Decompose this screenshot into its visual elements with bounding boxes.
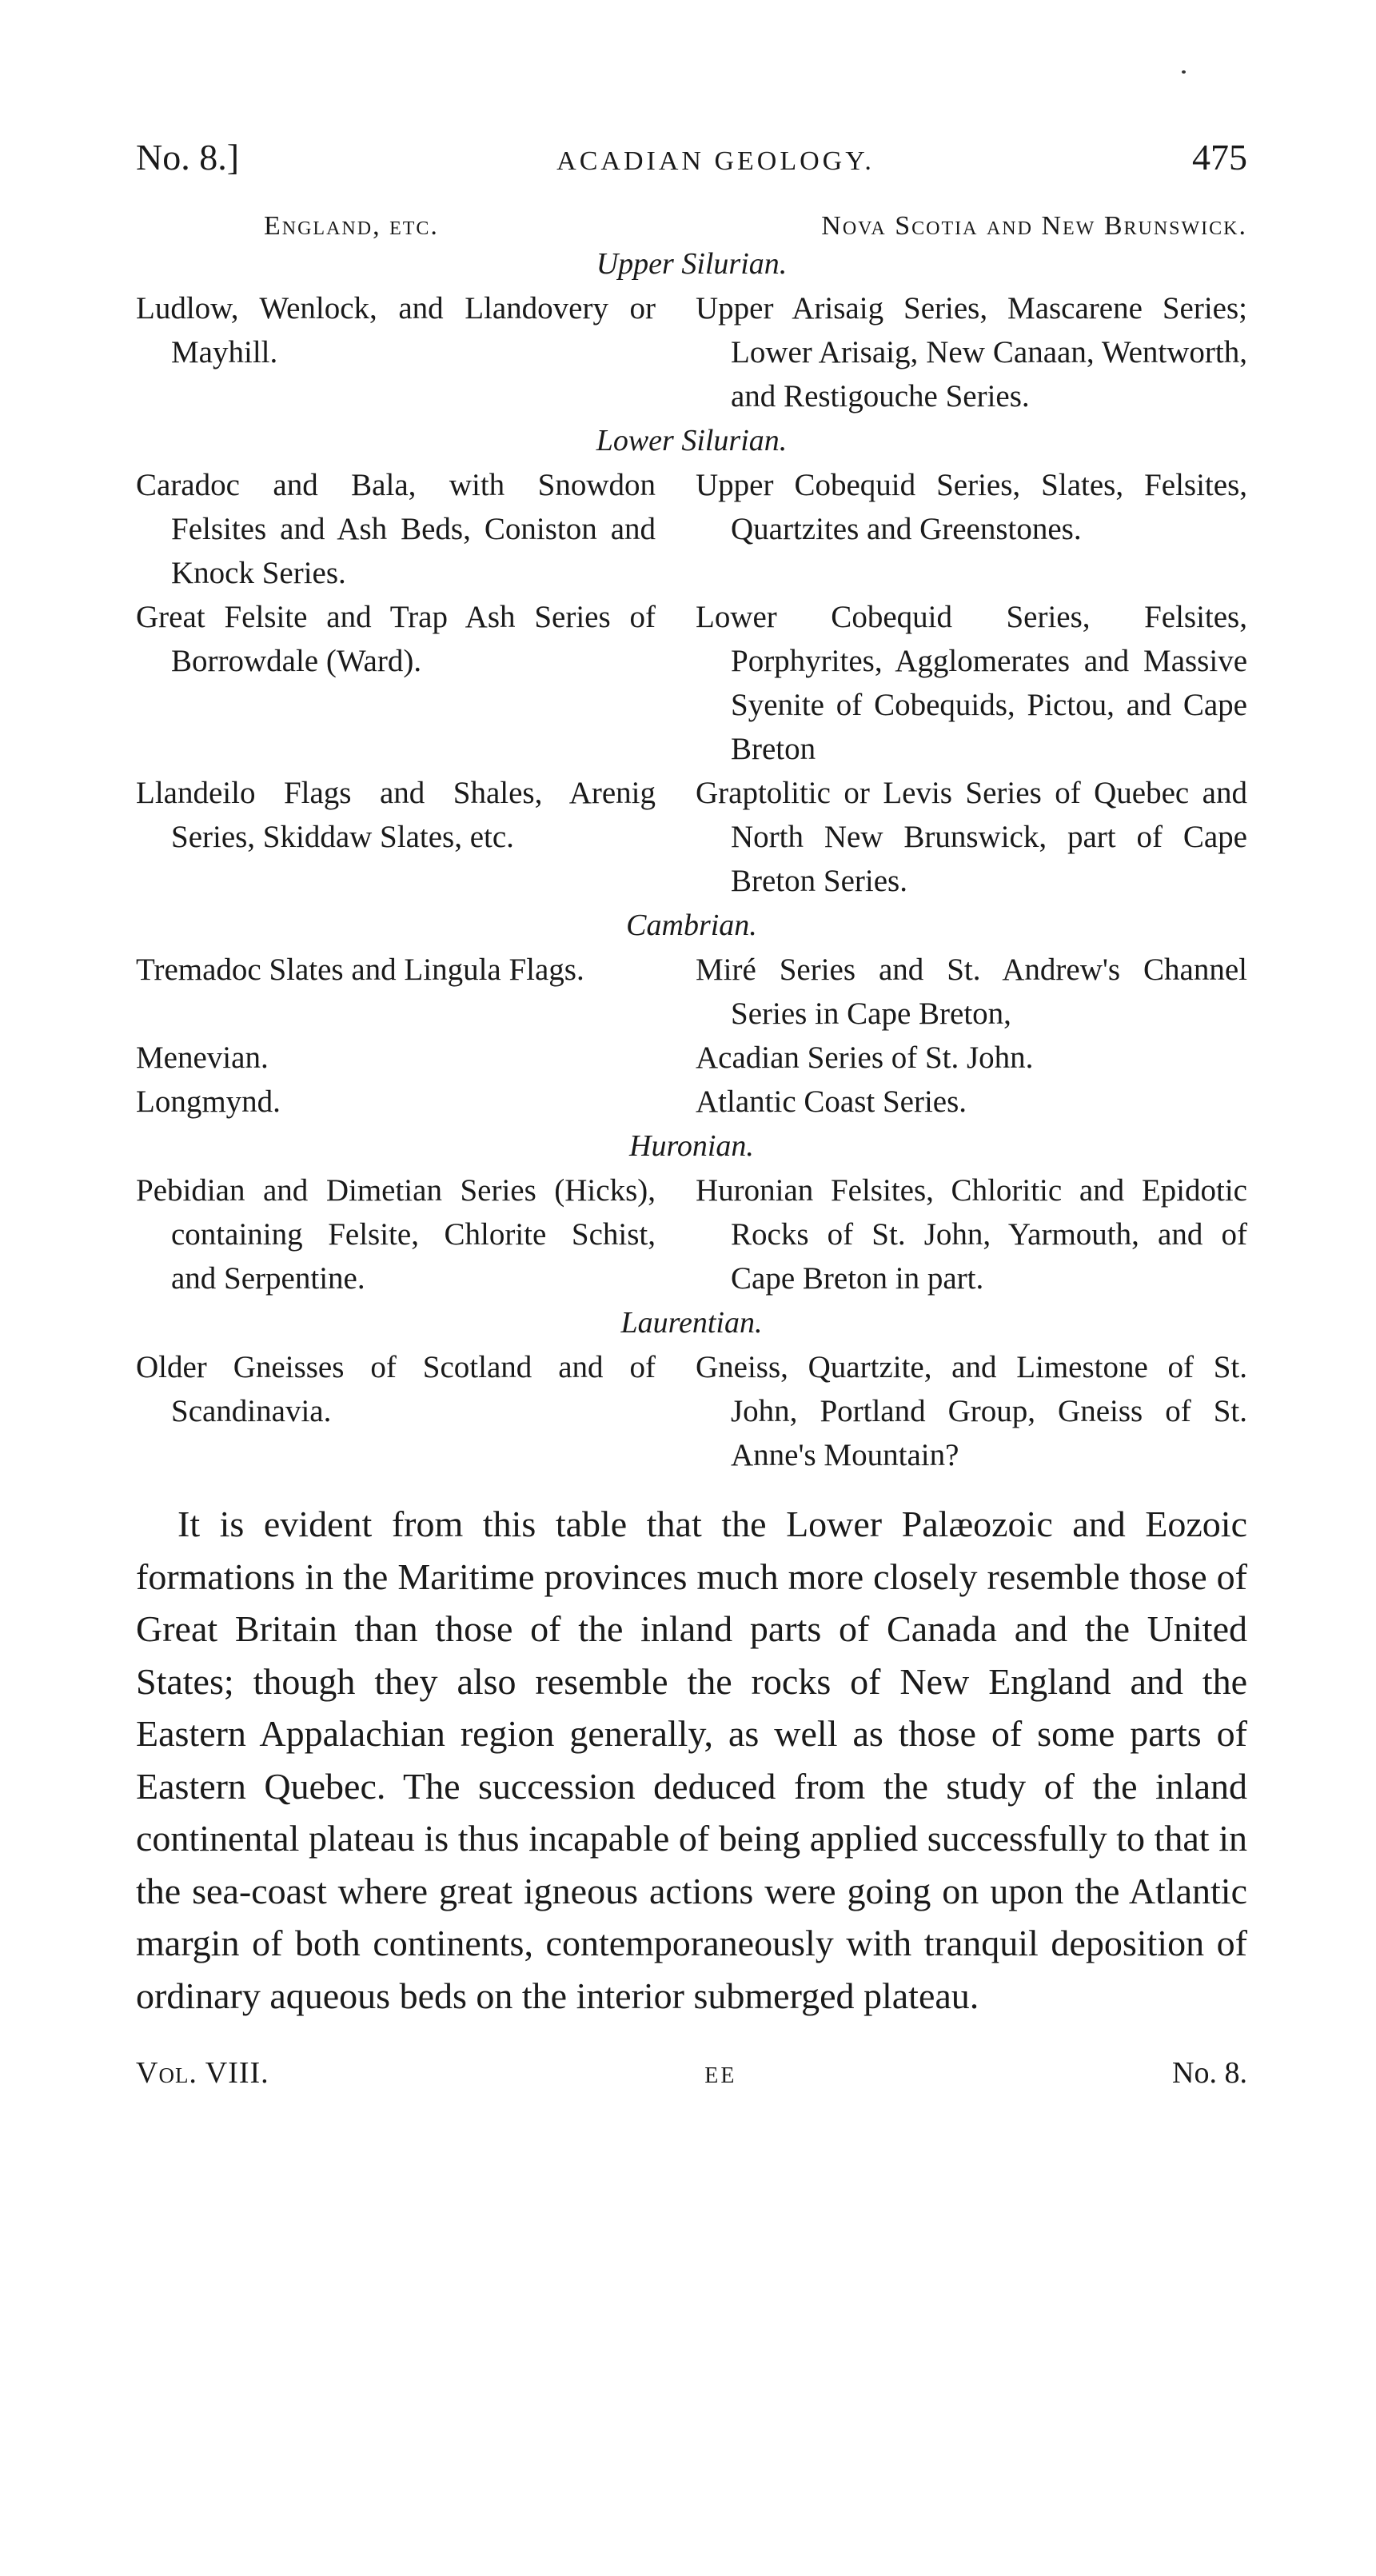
nova-scotia-formation: Atlantic Coast Series.	[696, 1084, 967, 1119]
nova-scotia-formation: Lower Cobequid Series, Felsites, Porphyrites, Agglomerates and Massive Syenite of Cobequids, Pictou, and Cape Breton	[696, 600, 1247, 766]
table-row	[136, 771, 1247, 903]
column-heading-england: England, etc.	[264, 211, 439, 241]
nova-scotia-formation: Upper Cobequid Series, Slates, Felsites, Quartzites and Greenstones.	[696, 468, 1247, 546]
england-formation: Longmynd.	[136, 1084, 281, 1119]
footer-number: No. 8.	[1172, 2056, 1247, 2090]
table-row	[136, 1036, 1247, 1080]
table-row	[136, 1345, 1247, 1477]
header-title: ACADIAN GEOLOGY.	[556, 146, 875, 176]
nova-scotia-formation: Huronian Felsites, Chloritic and Epidotic Rocks of St. John, Yarmouth, and of Cape Breton in part.	[696, 1173, 1247, 1296]
footer-volume: Vol. VIII.	[136, 2056, 269, 2090]
correlation-table	[136, 242, 1247, 1477]
section-title: Huronian.	[629, 1129, 754, 1163]
table-row	[136, 595, 1247, 771]
nova-scotia-formation: Acadian Series of St. John.	[696, 1040, 1034, 1075]
table-row	[136, 463, 1247, 595]
page-footer	[136, 2055, 1247, 2091]
section-title: Cambrian.	[626, 909, 757, 942]
england-formation: Menevian.	[136, 1040, 269, 1075]
header-issue-number: No. 8.]	[136, 137, 240, 178]
section-title: Laurentian.	[620, 1306, 763, 1340]
body-paragraph: It is evident from this table that the Lower Palæozoic and Eozoic formations in the Maritime provinces much more closely resemble those of Great Britain than those of the inland parts of Canada and the United States; though they also resemble the rocks of New England and the Eastern Appalachian region generally, as well as those of some parts of Eastern Quebec. The succession deduced from the study of the inland continental plateau is thus incapable of being applied successfully to that in the sea-coast where great igneous actions were going on upon the Atlantic margin of both continents, contemporaneously with tranquil deposition of ordinary aqueous beds on the interior submerged plateau.	[136, 1504, 1247, 2016]
table-row	[136, 948, 1247, 1036]
page-number: 475	[1192, 137, 1247, 178]
table-row	[136, 1080, 1247, 1124]
print-speck	[1182, 70, 1186, 74]
section-title: Upper Silurian.	[596, 247, 788, 281]
column-headings	[136, 211, 1247, 242]
table-row	[136, 1168, 1247, 1300]
running-header	[136, 136, 1247, 200]
england-formation: Older Gneisses of Scotland and of Scandinavia.	[136, 1350, 656, 1428]
page	[136, 136, 1247, 2091]
england-formation: Ludlow, Wenlock, and Llandovery or Mayhill.	[136, 291, 656, 369]
nova-scotia-formation: Miré Series and St. Andrew's Channel Series in Cape Breton,	[696, 953, 1247, 1031]
england-formation: Llandeilo Flags and Shales, Arenig Series, Skiddaw Slates, etc.	[136, 776, 656, 854]
table-row	[136, 286, 1247, 418]
footer-signature: EE	[704, 2063, 737, 2088]
nova-scotia-formation: Graptolitic or Levis Series of Quebec and North New Brunswick, part of Cape Breton Series.	[696, 776, 1247, 898]
nova-scotia-formation: Gneiss, Quartzite, and Limestone of St. John, Portland Group, Gneiss of St. Anne's Mountain?	[696, 1350, 1247, 1472]
england-formation: Pebidian and Dimetian Series (Hicks), containing Felsite, Chlorite Schist, and Serpentine.	[136, 1173, 656, 1296]
section-title: Lower Silurian.	[596, 424, 788, 457]
england-formation: Great Felsite and Trap Ash Series of Borrowdale (Ward).	[136, 600, 656, 678]
nova-scotia-formation: Upper Arisaig Series, Mascarene Series; Lower Arisaig, New Canaan, Wentworth, and Restigouche Series.	[696, 291, 1247, 413]
england-formation: Tremadoc Slates and Lingula Flags.	[136, 953, 584, 987]
england-formation: Caradoc and Bala, with Snowdon Felsites and Ash Beds, Coniston and Knock Series.	[136, 468, 656, 590]
column-heading-nova-scotia: Nova Scotia and New Brunswick.	[821, 211, 1247, 241]
